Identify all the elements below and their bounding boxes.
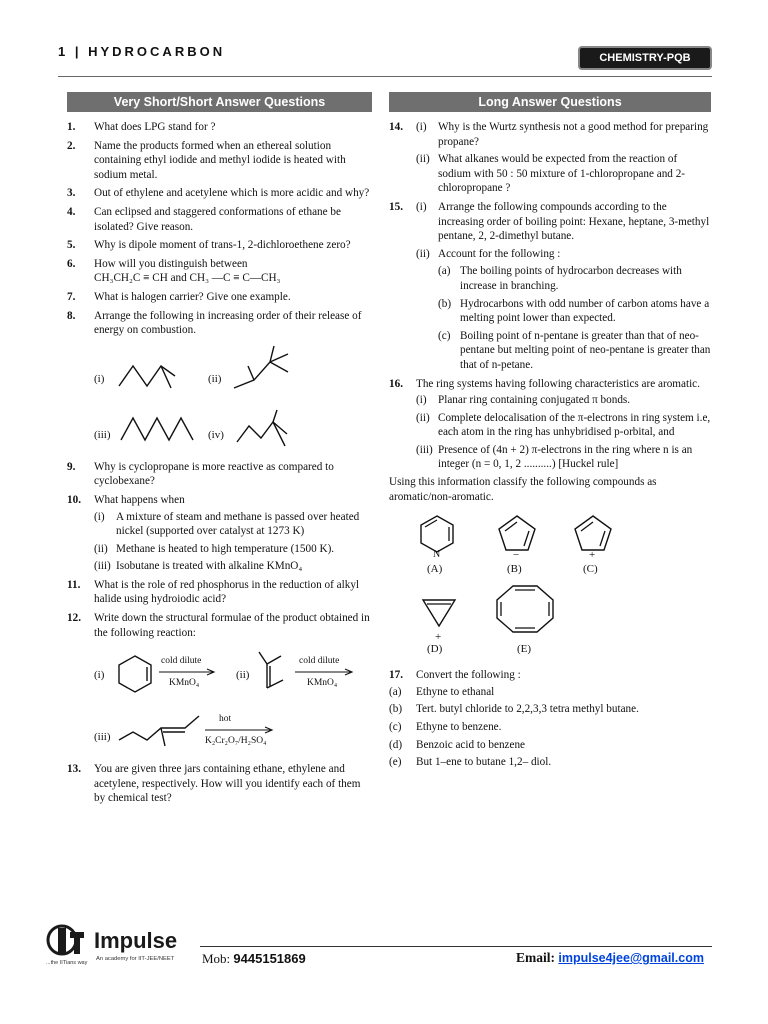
logo-subtitle: An academy for IIT-JEE/NEET xyxy=(96,956,175,962)
question-13: 13. You are given three jars containing ethane, ethylene and acetylene, respectively. How will you identify each of them by chemical test? xyxy=(67,763,361,805)
question-1: 1. What does LPG stand for ? xyxy=(67,121,216,133)
logo-tagline: ...the IITians way xyxy=(46,960,88,966)
mobile-number: 9445151869 xyxy=(233,951,306,966)
reaction-arrow-icon xyxy=(295,668,355,676)
email-label: Email: xyxy=(516,950,555,965)
aromatic-compounds-figure: N (A) − (B) + (C) + (D) (E) xyxy=(389,504,711,664)
question-10-part: (i) A mixture of steam and methane is passed over heated nickel (supported over catalyst at 1273 K) xyxy=(94,510,360,538)
right-column xyxy=(389,120,711,774)
mobile-label: Mob: xyxy=(202,951,231,966)
question-12: 12. Write down the structural formulae of the product obtained in the following reaction: (i) cold dilute KMnO₄ (ii) cold dilute KMnO₄ (iii) hot K₂Cr₂O₇/H₂SO₄ xyxy=(67,611,372,758)
question-10-part: (iii) Isobutane is treated with alkaline KMnO₄ xyxy=(94,560,303,573)
question-14-part: (i) Why is the Wurtz synthesis not a good method for preparing propane? xyxy=(416,121,709,148)
structure-iv xyxy=(233,408,303,448)
structures-figure: (i) (ii) (iii) (iv) xyxy=(67,338,372,456)
question-14-part: (ii) What alkanes would be expected from the reaction of sodium with 50 : 50 mixture of 1-chloropropane and 2-chloropropane ? xyxy=(416,153,686,195)
alkene-structure-ii xyxy=(255,648,291,694)
header-divider xyxy=(58,76,712,77)
question-14: 14. (i) Why is the Wurtz synthesis not a good method for preparing propane? (ii) What alkanes would be expected from the reaction of sodium with 50 : 50 mixture of 1-chloropropane and 2-chloropropane ? xyxy=(389,120,711,196)
question-16-part: (iii) Presence of (4n + 2) π-electrons in the ring where n is an integer (n = 0, 1, 2 ..........) [Huckel rule] xyxy=(416,443,693,471)
formula-text: CH₃CH₂C ≡ CH and CH₃ —C ≡ C—CH₃ xyxy=(94,272,281,285)
long-answer-heading: Long Answer Questions xyxy=(389,92,711,112)
question-17-part: (e) But 1–ene to butane 1,2– diol. xyxy=(389,756,552,769)
question-5: 5. Why is dipole moment of trans-1, 2-dichloroethene zero? xyxy=(67,239,351,252)
structure-ii xyxy=(230,344,300,394)
structure-iii xyxy=(119,414,199,444)
question-11: 11. What is the role of red phosphorus in the reduction of alkyl halide using hydroiodic acid? xyxy=(67,578,360,606)
question-16-part: (ii) Complete delocalisation of the π-electrons in ring system i.e, each atom in the ring has unhybridised p-orbital, and xyxy=(416,411,711,439)
question-9: 9. Why is cyclopropane is more reactive as compared to cyclobexane? xyxy=(67,460,334,488)
structure-i xyxy=(115,360,185,390)
mobile-contact xyxy=(202,951,306,967)
question-7: 7. What is halogen carrier? Give one example. xyxy=(67,290,291,303)
question-16-instruction: Using this information classify the following compounds as aromatic/non-aromatic. xyxy=(389,476,657,503)
question-2: 2. Name the products formed when an ethereal solution containing ethyl iodide and methyl iodide is heated with sodium metal. xyxy=(67,139,346,181)
question-3: 3. Out of ethylene and acetylene which is more acidic and why? xyxy=(67,187,370,200)
question-17-part: (b) Tert. butyl chloride to 2,2,3,3 tetra methyl butane. xyxy=(389,703,639,716)
cyclooctatetraene-structure xyxy=(493,582,559,638)
page-title: 1 | HYDROCARBON xyxy=(58,44,226,59)
question-15-subpart: (c) Boiling point of n-pentane is greater than that of neo-pentane but melting point of neo-pentane is greater than that of n-petane. xyxy=(438,329,711,371)
cyclopropenyl-cation-structure xyxy=(419,596,459,630)
question-16: 16. The ring systems having following characteristics are aromatic. (i) Planar ring containing conjugated π bonds. (ii) Complete delocalisation of the π-electrons in ring system i.e, each atom in the ring has unhybridised p-orbital, and (iii) Presence of (4n + 2) π-electrons in the ring where n is an integer (n = 0, 1, 2 ..........) [Huckel rule] Using this information classify the following compounds as aromatic/non-aromatic. N (A) − (B) + (C) + (D) (E) xyxy=(389,377,711,665)
impulse-logo xyxy=(44,922,194,975)
question-10-part: (ii) Methane is heated to high temperature (1500 K). xyxy=(94,542,335,555)
subject-badge: CHEMISTRY-PQB xyxy=(578,46,712,70)
alkene-structure-iii xyxy=(115,706,205,750)
short-answer-heading: Very Short/Short Answer Questions xyxy=(67,92,372,112)
question-4: 4. Can eclipsed and staggered conformations of ethane be isolated? Give reason. xyxy=(67,205,341,233)
question-8: 8. Arrange the following in increasing order of their release of energy on combustion. (i) (ii) (iii) (iv) xyxy=(67,309,372,456)
footer-divider xyxy=(200,946,712,947)
email-link[interactable]: impulse4jee@gmail.com xyxy=(558,951,704,965)
reaction-arrow-icon xyxy=(159,668,217,676)
question-10: 10. What happens when (i) A mixture of steam and methane is passed over heated nickel (supported over catalyst at 1273 K) (ii) Methane is heated to high temperature (1500 K). (iii) Isobutane is treated with alkaline KMnO₄ xyxy=(67,493,372,574)
email-contact xyxy=(516,950,704,966)
left-column xyxy=(67,120,372,810)
question-16-part: (i) Planar ring containing conjugated π bonds. xyxy=(416,394,631,407)
question-15-subpart: (b) Hydrocarbons with odd number of carbon atoms have a melting point lower than expected. xyxy=(438,297,710,325)
logo-text: Impulse xyxy=(94,928,178,953)
question-15-part-i: (i) Arrange the following compounds according to the increasing order of boiling point: Hexane, heptane, 3-methyl pentane, 2, 2-dimethyl butane. xyxy=(416,200,710,243)
cyclohexene-structure xyxy=(113,652,157,696)
question-17: 17. Convert the following : (a) Ethyne to ethanal (b) Tert. butyl chloride to 2,2,3,3 tetra methyl butane. (c) Ethyne to benzene. (d) Benzoic acid to benzene (e) But 1–ene to butane 1,2– diol. xyxy=(389,668,711,770)
question-17-part: (a) Ethyne to ethanal xyxy=(389,685,495,698)
reactions-figure: (i) cold dilute KMnO₄ (ii) cold dilute KMnO₄ (iii) hot K₂Cr₂O₇/H₂SO₄ xyxy=(67,640,372,758)
question-15-subpart: (a) The boiling points of hydrocarbon decreases with increase in branching. xyxy=(438,265,682,292)
question-17-part: (d) Benzoic acid to benzene xyxy=(389,738,526,751)
question-15: 15. (i) Arrange the following compounds according to the increasing order of boiling point: Hexane, heptane, 3-methyl pentane, 2, 2-dimethyl butane. (ii) Account for the following : (a) The boiling points of hydrocarbon decreases with increase in branching. (b) Hydrocarbons with odd number of carbon atoms have a melting point lower than expected. (c) Boiling point of n-pentane is greater than that of neo-pentane but melting point of neo-pentane is greater than that of n-petane. xyxy=(389,200,711,371)
question-17-part: (c) Ethyne to benzene. xyxy=(389,721,502,734)
question-6: 6. How will you distinguish between CH₃CH₂C ≡ CH and CH₃ —C ≡ C—CH₃ xyxy=(67,257,281,285)
question-15-part-ii: (ii) Account for the following : xyxy=(416,247,561,260)
reaction-arrow-icon xyxy=(205,726,275,734)
